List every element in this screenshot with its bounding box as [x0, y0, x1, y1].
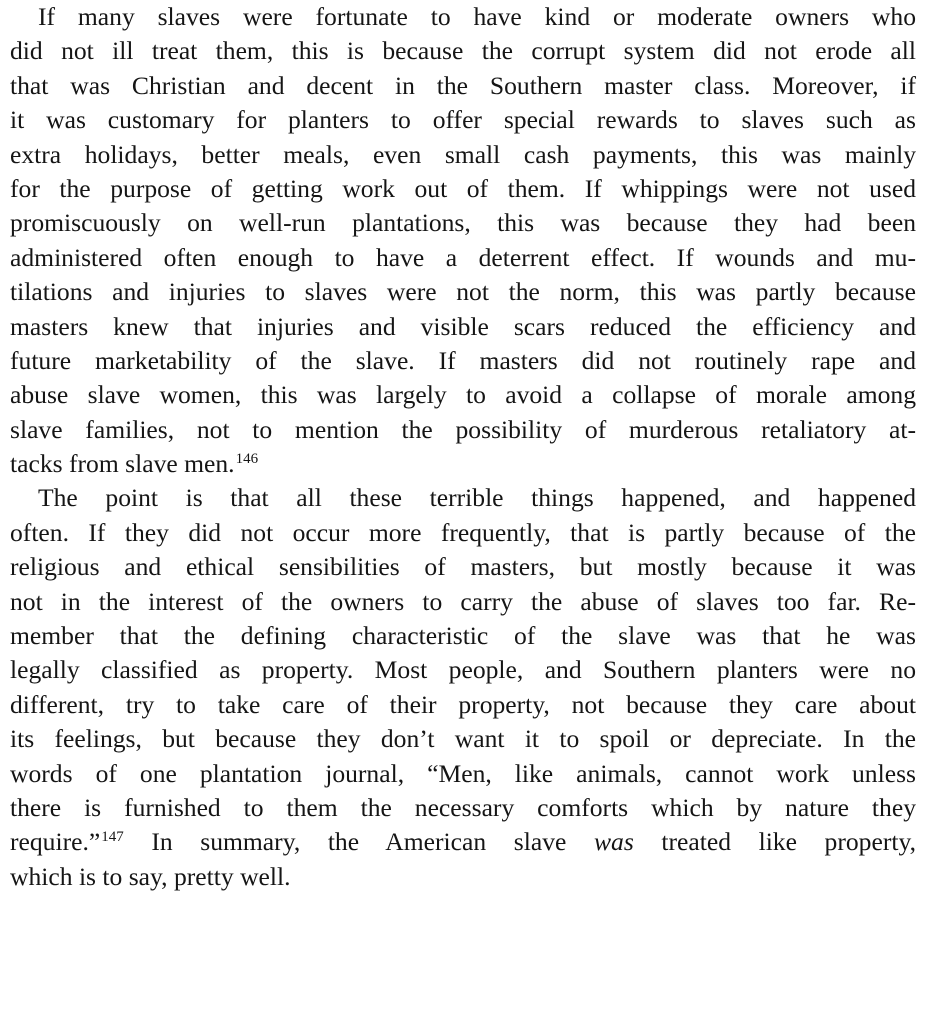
- text-line: words of one plantation journal, “Men, like animals, cannot work unless: [10, 758, 916, 788]
- text-line: not in the interest of the owners to carry the abuse of slaves too far. Re-: [10, 586, 916, 616]
- text-segment: treated like property,: [633, 827, 916, 857]
- text-line: slave families, not to mention the possibility of murderous retaliatory at-: [10, 414, 916, 444]
- text-line-content: tacks from slave men.: [10, 449, 235, 479]
- text-line: masters knew that injuries and visible scars reduced the efficiency and: [10, 311, 916, 341]
- text-line: administered often enough to have a deterrent effect. If wounds and mu-: [10, 242, 916, 272]
- text-line: member that the defining characteristic of the slave was that he was: [10, 621, 916, 651]
- text-line-last: which is to say, pretty well.: [10, 861, 291, 891]
- text-line: different, try to take care of their property, not because they care about: [10, 689, 916, 719]
- text-line: promiscuously on well-run plantations, this was because they had been: [10, 208, 916, 238]
- text-segment: require.”: [10, 827, 101, 857]
- text-line-with-note: [10, 825, 916, 859]
- footnote-marker: 147: [101, 829, 124, 846]
- text-line: extra holidays, better meals, even small cash payments, this was mainly: [10, 139, 916, 169]
- footnote-marker: 146: [235, 451, 259, 468]
- document-page: [10, 0, 916, 894]
- text-line: for the purpose of getting work out of them. If whippings were not used: [10, 173, 916, 203]
- text-segment: In summary, the American slave: [123, 827, 594, 857]
- paragraph-1: [10, 0, 916, 481]
- text-line: its feelings, but because they don’t want it to spoil or depreciate. In the: [10, 724, 916, 754]
- text-line: legally classified as property. Most people, and Southern planters were no: [10, 655, 916, 685]
- text-line: abuse slave women, this was largely to avoid a collapse of morale among: [10, 380, 916, 410]
- text-line: it was customary for planters to offer special rewards to slaves such as: [10, 105, 916, 135]
- text-line: If many slaves were fortunate to have kind or moderate owners who: [38, 2, 916, 31]
- emphasized-word: was: [593, 827, 634, 857]
- paragraph-2: [10, 481, 916, 894]
- text-line: tilations and injuries to slaves were not the norm, this was partly because: [10, 277, 916, 307]
- text-line: did not ill treat them, this is because the corrupt system did not erode all: [10, 36, 916, 66]
- text-line: that was Christian and decent in the Southern master class. Moreover, if: [10, 70, 916, 100]
- text-line: religious and ethical sensibilities of masters, but mostly because it was: [10, 552, 916, 582]
- text-line: often. If they did not occur more frequently, that is partly because of the: [10, 517, 916, 547]
- text-line-last: [10, 447, 916, 481]
- text-line: future marketability of the slave. If masters did not routinely rape and: [10, 345, 916, 375]
- text-line: there is furnished to them the necessary comforts which by nature they: [10, 792, 916, 822]
- text-line: The point is that all these terrible things happened, and happened: [38, 483, 916, 513]
